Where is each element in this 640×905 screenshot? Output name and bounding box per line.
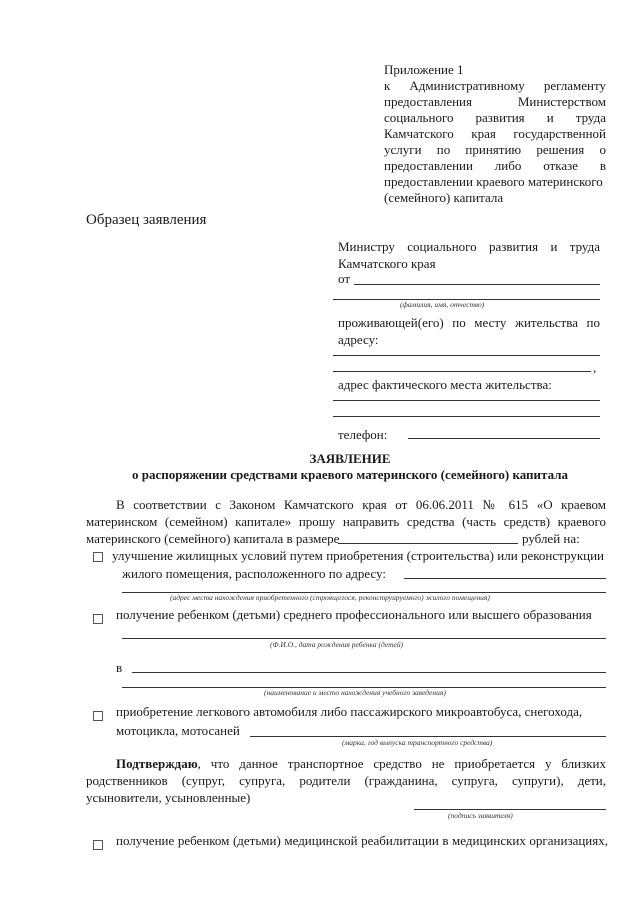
- child-info-caption: (Ф.И.О., дата рождения ребенка (детей): [270, 640, 404, 649]
- appendix-line: Камчатского края государственной: [384, 126, 606, 141]
- vehicle-field[interactable]: [250, 736, 606, 737]
- intro-line: материнском (семейном) капитале» прошу направить средства (часть средств) краевого: [86, 514, 606, 529]
- institution-field[interactable]: [132, 672, 606, 673]
- residence-label: адресу:: [338, 332, 379, 347]
- appendix-line: социального развития и труда: [384, 110, 606, 125]
- vehicle-caption: (марка, год выпуска транспортного средства): [342, 738, 493, 747]
- in-label: в: [116, 660, 123, 675]
- institution-caption: (наименование и место нахождения учебного заведения): [264, 688, 446, 697]
- appendix-line: к Административному регламенту: [384, 78, 606, 93]
- vehicle-label: мотоцикла, мотосаней: [116, 723, 240, 738]
- education-label: получение ребенком (детьми) среднего профессионального или высшего образования: [116, 607, 592, 622]
- appendix-line: предоставления Министерством: [384, 94, 606, 109]
- residence-field[interactable]: [333, 355, 600, 356]
- intro-line: материнского (семейного) капитала в размере: [86, 531, 340, 546]
- confirm-line: усыновители, усыновленные): [86, 790, 251, 805]
- housing-address-field[interactable]: [404, 578, 606, 579]
- child-info-field[interactable]: [122, 638, 606, 639]
- actual-address-field[interactable]: [333, 416, 600, 417]
- from-label: от: [338, 271, 351, 286]
- actual-address-field[interactable]: [333, 400, 600, 401]
- addressee-line: Министру социального развития и труда: [338, 239, 600, 254]
- comma: ,: [593, 360, 597, 375]
- confirm-line: [116, 756, 606, 772]
- medical-label: получение ребенком (детьми) медицинской реабилитации в медицинских организациях,: [116, 833, 608, 848]
- sample-label: Образец заявления: [86, 212, 207, 228]
- housing-checkbox[interactable]: [93, 552, 103, 562]
- document-title: ЗАЯВЛЕНИЕ: [309, 451, 391, 466]
- signature-caption: (подпись заявителя): [448, 811, 513, 820]
- confirm-line: родственников (супруг, супруга, родители (гражданина, супруга, супруги), дети,: [86, 773, 606, 788]
- confirm-text: , что данное транспортное средство не приобретается у близких: [197, 756, 606, 771]
- education-checkbox[interactable]: [93, 614, 103, 624]
- appendix-line: (семейного) капитала: [384, 190, 504, 205]
- confirm-bold: Подтверждаю: [116, 756, 198, 771]
- medical-checkbox[interactable]: [93, 840, 103, 850]
- vehicle-checkbox[interactable]: [93, 711, 103, 721]
- housing-label: улучшение жилищных условий путем приобретения (строительства) или реконструкции: [112, 548, 604, 563]
- intro-line: рублей на:: [522, 531, 580, 546]
- signature-field[interactable]: [414, 809, 606, 810]
- vehicle-label: приобретение легкового автомобиля либо пассажирского микроавтобуса, снегохода,: [116, 704, 583, 719]
- document-subtitle: о распоряжении средствами краевого материнского (семейного) капитала: [131, 467, 568, 482]
- appendix-line: услуги по принятию решения о: [384, 142, 606, 157]
- residence-label: проживающей(его) по месту жительства по: [338, 315, 600, 330]
- appendix-title: Приложение 1: [384, 62, 464, 77]
- housing-caption: (адрес места нахождения приобретенного (строящегося, реконструируемого) жилого помещения): [170, 593, 490, 602]
- residence-field[interactable]: [333, 371, 591, 372]
- from-field[interactable]: [354, 284, 600, 285]
- fio-caption: (фамилия, имя, отчество): [400, 300, 485, 309]
- appendix-line: предоставлении краевого материнского: [384, 174, 603, 189]
- housing-label: жилого помещения, расположенного по адресу:: [122, 566, 387, 581]
- phone-field[interactable]: [408, 438, 600, 439]
- phone-label: телефон:: [338, 427, 388, 442]
- intro-line: В соответствии с Законом Камчатского края от 06.06.2011 № 615 «О краевом: [116, 497, 606, 512]
- appendix-line: предоставлении либо отказе в: [384, 158, 606, 173]
- actual-address-label: адрес фактического места жительства:: [338, 377, 552, 392]
- amount-field[interactable]: [338, 543, 518, 544]
- addressee-line: Камчатского края: [338, 256, 436, 271]
